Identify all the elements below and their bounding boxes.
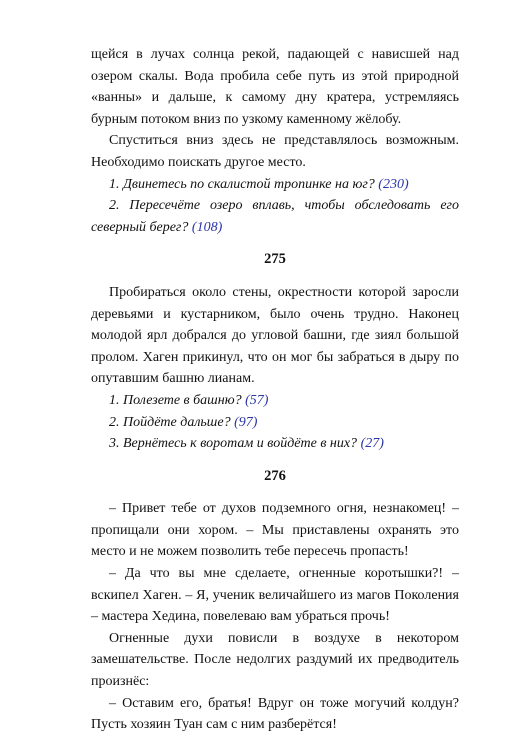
choice-item bbox=[91, 412, 459, 434]
choice-ref-link[interactable]: (57) bbox=[245, 392, 269, 408]
spacer bbox=[91, 271, 459, 282]
paragraph: – Оставим его, братья! Вдруг он тоже могучий колдун? Пусть хозяин Туан сам с ним разберётся! bbox=[91, 695, 459, 733]
spacer bbox=[91, 455, 459, 466]
choice-ref-link[interactable]: (230) bbox=[378, 176, 409, 192]
choice-item bbox=[91, 195, 459, 238]
paragraph: Огненные духи повисли в воздухе в некотором замешательстве. После недолгих раздумий их предводитель произнёс: bbox=[91, 630, 459, 690]
choice-text: 2. Пойдёте дальше? bbox=[109, 414, 231, 430]
section-number: 276 bbox=[264, 467, 286, 484]
page-text bbox=[91, 44, 459, 736]
paragraph: щейся в лучах солнца рекой, падающей с нависшей над озером скалы. Вода пробила себе путь из этой природной «ванны» и дальше, к самому дну кратера, устремляясь бурным потоком вниз по узкому каменному жёлобу. bbox=[91, 47, 459, 127]
choice-ref-link[interactable]: (97) bbox=[234, 414, 258, 430]
paragraph: Спуститься вниз здесь не представлялось возможным. Необходимо поискать другое место. bbox=[91, 133, 459, 170]
choice-item bbox=[91, 390, 459, 412]
choice-item bbox=[91, 174, 459, 196]
choice-item bbox=[91, 433, 459, 455]
paragraph: – Привет тебе от духов подземного огня, незнакомец! – пропищали они хором. – Мы приставлены охранять это место и не можем позволить тебе пересечь пропасть! bbox=[91, 501, 459, 560]
choice-text: 3. Вернётесь к воротам и войдёте в них? bbox=[109, 436, 358, 452]
spacer bbox=[91, 487, 459, 498]
section-number: 275 bbox=[264, 251, 286, 268]
paragraph: – Да что вы мне сделаете, огненные коротышки?! – вскипел Хаген. – Я, ученик величайшего из магов Поколения – мастера Хедина, повелеваю вам убраться прочь! bbox=[91, 566, 459, 625]
paragraph: Пробираться около стены, окрестности которой заросли деревьями и кустарником, было очень трудно. Наконец молодой ярл добрался до угловой башни, где зиял большой пролом. Хаген прикинул, что он мог бы забраться в дыру по опутавшим башню лианам. bbox=[91, 284, 459, 387]
spacer bbox=[91, 238, 459, 249]
choice-text: 1. Двинетесь по скалистой тропинке на юг? bbox=[109, 176, 375, 192]
choice-text: 1. Полезете в башню? bbox=[109, 392, 242, 408]
choice-ref-link[interactable]: (108) bbox=[191, 219, 223, 235]
choice-text: 2. Пересечёте озеро вплавь, чтобы обследовать его северный берег? bbox=[91, 198, 459, 235]
choice-ref-link[interactable]: (27) bbox=[360, 436, 384, 452]
